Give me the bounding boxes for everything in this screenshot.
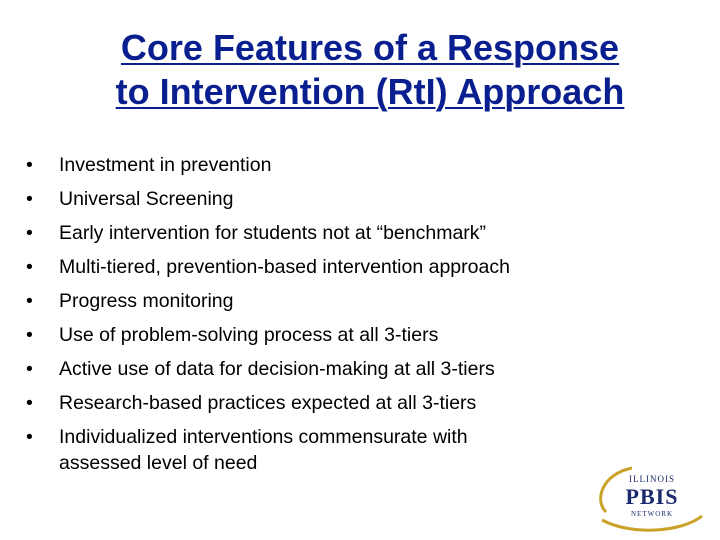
bullet-text: Multi-tiered, prevention-based intervention approach bbox=[59, 256, 510, 278]
bullet-item bbox=[26, 182, 666, 216]
bullet-dot: • bbox=[26, 358, 33, 380]
illinois-pbis-network-logo bbox=[592, 462, 712, 534]
bullet-item bbox=[26, 420, 666, 476]
bullet-dot: • bbox=[26, 222, 33, 244]
bullet-dot: • bbox=[26, 154, 33, 176]
bullet-text: Active use of data for decision-making at all 3-tiers bbox=[59, 358, 495, 380]
title-line-1: Core Features of a Response bbox=[120, 27, 620, 68]
logo-main-text: PBIS bbox=[625, 484, 679, 509]
bullet-item bbox=[26, 352, 666, 386]
bullet-dot: • bbox=[26, 426, 33, 448]
logo-top-text: ILLINOIS bbox=[629, 474, 675, 484]
bullet-text: Early intervention for students not at “benchmark” bbox=[59, 222, 487, 244]
bullet-text: Universal Screening bbox=[59, 188, 234, 210]
bullet-dot: • bbox=[26, 256, 33, 278]
slide-title bbox=[40, 26, 700, 114]
logo-swoosh-bottom bbox=[602, 516, 702, 530]
bullet-item bbox=[26, 318, 666, 352]
title-line-2: to Intervention (RtI) Approach bbox=[115, 71, 625, 112]
bullet-list bbox=[26, 148, 666, 476]
bullet-text: Individualized interventions commensurate with bbox=[59, 426, 468, 448]
bullet-text: Use of problem-solving process at all 3-tiers bbox=[59, 324, 439, 346]
bullet-dot: • bbox=[26, 188, 33, 210]
bullet-dot: • bbox=[26, 324, 33, 346]
bullet-item bbox=[26, 250, 666, 284]
bullet-text: Investment in prevention bbox=[59, 154, 272, 176]
bullet-item bbox=[26, 216, 666, 250]
bullet-continuation: assessed level of need bbox=[59, 452, 258, 474]
bullet-item bbox=[26, 148, 666, 182]
bullet-dot: • bbox=[26, 392, 33, 414]
bullet-item bbox=[26, 386, 666, 420]
bullet-dot: • bbox=[26, 290, 33, 312]
bullet-text: Progress monitoring bbox=[59, 290, 234, 312]
logo-bottom-text: NETWORK bbox=[631, 510, 673, 518]
bullet-text: Research-based practices expected at all 3-tiers bbox=[59, 392, 477, 414]
bullet-item bbox=[26, 284, 666, 318]
